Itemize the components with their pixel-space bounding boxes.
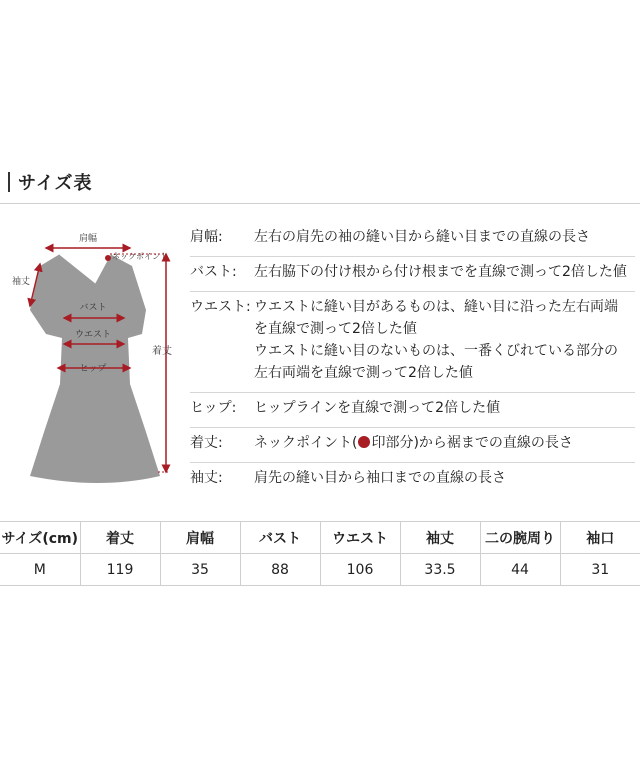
neck-point-dot-icon: [358, 436, 370, 448]
definition-text: [254, 261, 635, 283]
definition-line: を直線で測って2倍した値: [254, 321, 417, 337]
definition-term: ヒップ:: [190, 400, 237, 416]
definition-term: 肩幅:: [190, 229, 223, 245]
definition-text: [254, 432, 635, 454]
definition-text: [254, 397, 635, 419]
garment-diagram: [0, 214, 195, 514]
cell-size: M: [0, 554, 80, 586]
table-row: [0, 554, 640, 586]
definition-term: バスト:: [190, 264, 237, 280]
definition-length: [190, 428, 635, 463]
cell-sleeve: 33.5: [400, 554, 480, 586]
length-label: 着丈: [152, 346, 172, 357]
definition-line: 左右両端を直線で測って2倍した値: [254, 365, 473, 381]
header-size: サイズ(cm): [0, 522, 80, 554]
cell-bust: 88: [240, 554, 320, 586]
page-title: サイズ表: [18, 173, 93, 194]
hip-label: ヒップ: [79, 364, 107, 374]
definition-text-after: 印部分)から裾までの直線の長さ: [371, 435, 573, 451]
definition-text: [254, 467, 635, 489]
table-header-row: [0, 522, 640, 554]
header-cuff: 袖口: [560, 522, 640, 554]
header-waist: ウエスト: [320, 522, 400, 554]
bust-label: バスト: [79, 303, 107, 313]
cell-waist: 106: [320, 554, 400, 586]
definition-text: [254, 296, 635, 384]
cell-shoulder: 35: [160, 554, 240, 586]
definition-line: ウエストに縫い目があるものは、縫い目に沿った左右両端: [254, 299, 618, 315]
header-length: 着丈: [80, 522, 160, 554]
cell-length: 119: [80, 554, 160, 586]
definition-term: 着丈:: [190, 435, 223, 451]
header-shoulder: 肩幅: [160, 522, 240, 554]
title-bar: [8, 172, 10, 192]
neck-point-dot: [105, 255, 111, 261]
definition-text: [254, 226, 635, 248]
section-title: [8, 170, 93, 194]
definition-line: ヒップラインを直線で測って2倍した値: [254, 400, 501, 416]
definition-line: 肩先の縫い目から袖口までの直線の長さ: [254, 470, 506, 486]
header-upper-arm: 二の腕周り: [480, 522, 560, 554]
definition-shoulder: [190, 222, 635, 257]
shoulder-label: 肩幅: [78, 234, 98, 244]
title-divider: [0, 203, 640, 204]
definition-sleeve: [190, 463, 635, 497]
header-bust: バスト: [240, 522, 320, 554]
definition-term: ウエスト:: [190, 299, 251, 315]
definition-line: [254, 435, 573, 451]
definition-waist: [190, 292, 635, 393]
header-sleeve: 袖丈: [400, 522, 480, 554]
definition-line: ウエストに縫い目のないものは、一番くびれている部分の: [254, 343, 618, 359]
cell-cuff: 31: [560, 554, 640, 586]
definition-line: 左右の肩先の袖の縫い目から縫い目までの直線の長さ: [254, 229, 590, 245]
definition-text-before: ネックポイント(: [254, 435, 358, 451]
size-table: [0, 521, 640, 586]
waist-label: ウエスト: [74, 330, 112, 340]
definition-list: [190, 222, 635, 497]
sleeve-label: 袖丈: [11, 277, 31, 287]
definition-hip: [190, 393, 635, 428]
neck-point-label: ネックポイント: [112, 252, 168, 261]
definition-bust: [190, 257, 635, 292]
cell-upper-arm: 44: [480, 554, 560, 586]
definition-term: 袖丈:: [190, 470, 223, 486]
definition-line: 左右脇下の付け根から付け根までを直線で測って2倍した値: [254, 264, 627, 280]
